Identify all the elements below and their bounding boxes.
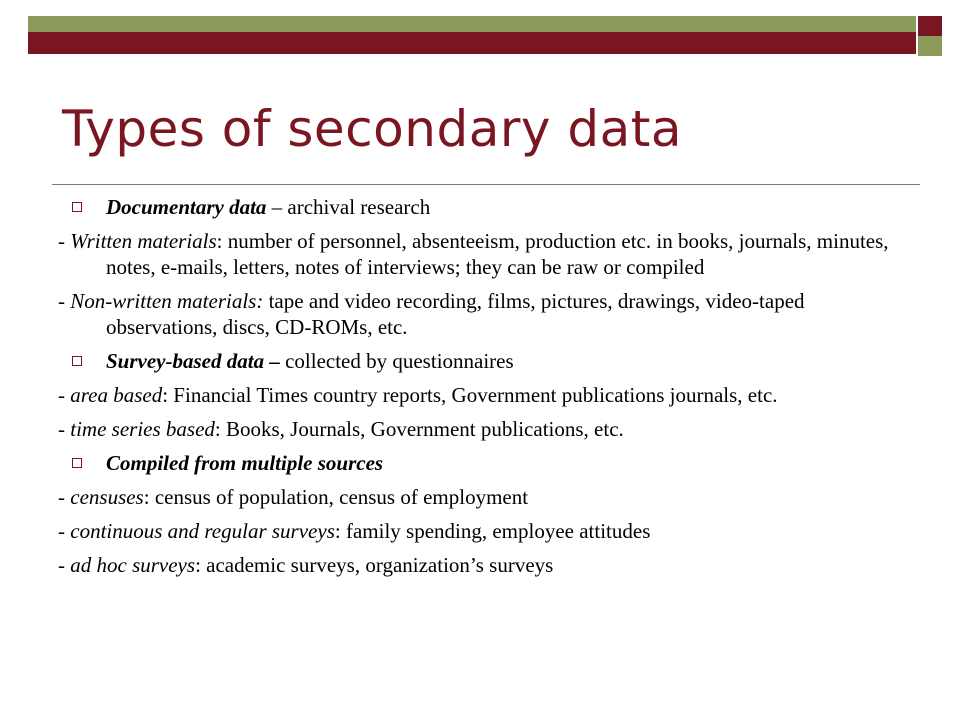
title-divider (52, 184, 920, 185)
sub-item-continuous-surveys: - continuous and regular surveys: family spending, employee attitudes (58, 519, 651, 543)
sub-item-non-written-materials: - Non-written materials: tape and video recording, films, pictures, drawings, video-taped observations, discs, CD-ROMs, etc. (58, 289, 805, 339)
bullet-compiled-multiple-sources: Compiled from multiple sources (58, 450, 920, 476)
square-bullet-icon (72, 458, 82, 468)
sub-item-area-based: - area based: Financial Times country reports, Government publications journals, etc. (58, 383, 778, 407)
slide-title: Types of secondary data (62, 100, 682, 158)
bullet-documentary-data: Documentary data – archival research (58, 194, 920, 220)
header-bar-red (28, 32, 916, 54)
bullet-survey-based-data: Survey-based data – collected by questionnaires (58, 348, 920, 374)
sub-item-written-materials: - Written materials: number of personnel, absenteeism, production etc. in books, journals, minutes, notes, e-mails, letters, notes of interviews; they can be raw or compiled (58, 229, 889, 279)
sub-item-ad-hoc-surveys: - ad hoc surveys: academic surveys, organization’s surveys (58, 553, 554, 577)
square-bullet-icon (72, 202, 82, 212)
square-bullet-icon (72, 356, 82, 366)
corner-square-red (918, 16, 942, 36)
header-bar-green (28, 16, 916, 32)
sub-item-censuses: - censuses: census of population, census of employment (58, 485, 529, 509)
corner-square-green (918, 36, 942, 56)
slide-body (58, 194, 920, 586)
sub-item-time-series-based: - time series based: Books, Journals, Government publications, etc. (58, 417, 624, 441)
